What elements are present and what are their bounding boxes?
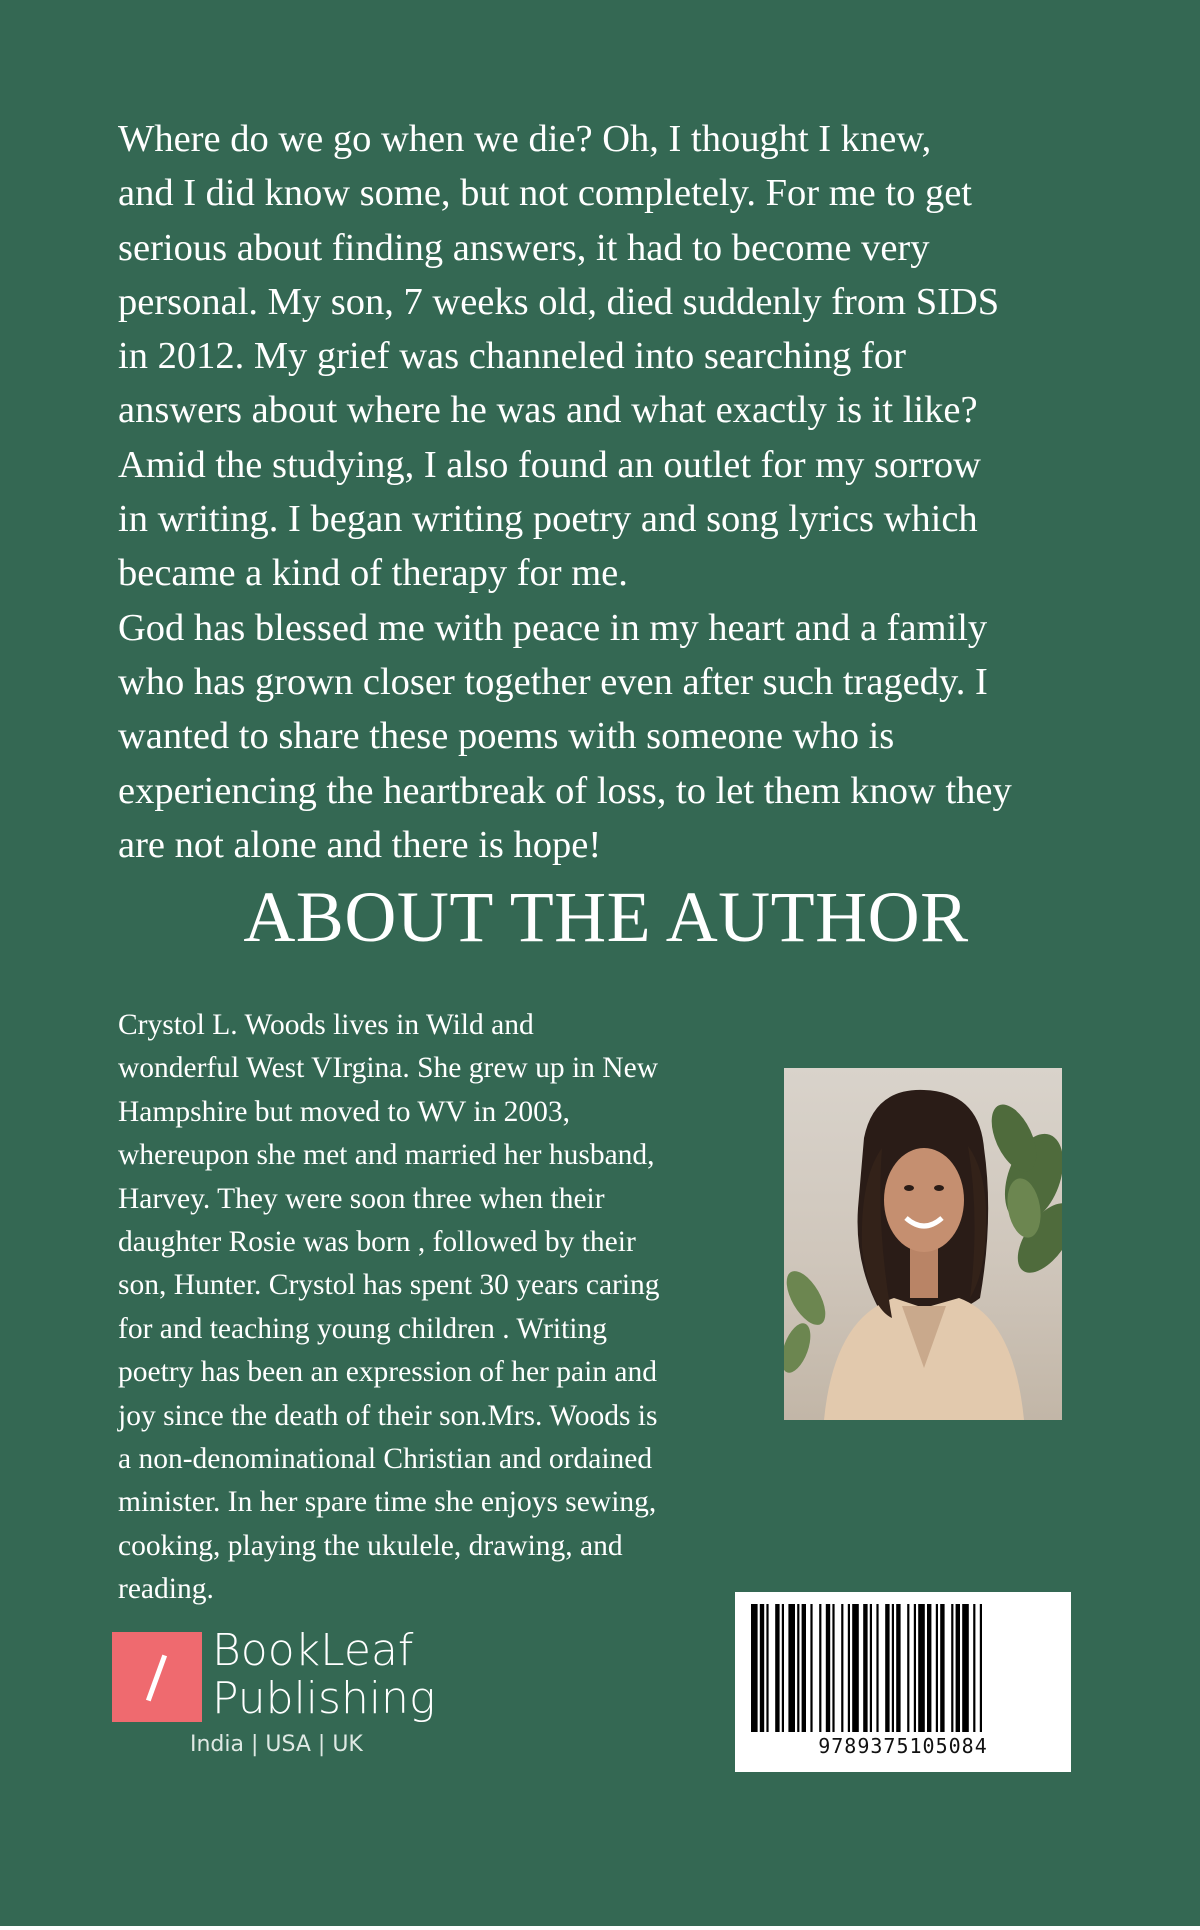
publisher-regions: India | USA | UK: [190, 1732, 363, 1757]
bottom-border: [0, 1926, 1200, 1930]
about-the-author-heading: ABOUT THE AUTHOR: [243, 877, 969, 957]
author-bio: Crystol L. Woods lives in Wild and wonderful West VIrgina. She grew up in New Hampshire but moved to WV in 2003, whereupon she met and married her husband, Harvey. They were soon three when their daughter Rosie was born , followed by their son, Hunter. Crystol has spent 30 years caring for and teaching young children . Writing poetry has been an expression of her pain and joy since the death of their son.Mrs. Woods is a non-denominational Christian and ordained minister. In her spare time she enjoys sewing, cooking, playing the ukulele, drawing, and reading.: [118, 1009, 660, 1606]
publisher-name-line1: BookLeaf: [212, 1625, 414, 1676]
back-cover-blurb: Where do we go when we die? Oh, I thought I knew, and I did know some, but not completely. For me to get serious about finding answers, it had to become very personal. My son, 7 weeks old, died suddenly from SIDS in 2012. My grief was channeled into searching for answers about where he was and what exactly is it like? Amid the studying, I also found an outlet for my sorrow in writing. I began writing poetry and song lyrics which became a kind of therapy for me. God has blessed me with peace in my heart and a family who has grown closer together even after such tragedy. I wanted to share these poems with someone who is experiencing the heartbreak of loss, to let them know they are not alone and there is hope!: [118, 118, 1012, 866]
isbn-barcode: [735, 1592, 1071, 1772]
publisher-logo-mark: [112, 1632, 202, 1722]
barcode-bars: [751, 1604, 1055, 1732]
publisher-logo: [112, 1625, 472, 1762]
isbn-number: 9789375105084: [818, 1734, 988, 1758]
publisher-name-line2: Publishing: [212, 1673, 436, 1724]
author-photo: [784, 1068, 1062, 1420]
